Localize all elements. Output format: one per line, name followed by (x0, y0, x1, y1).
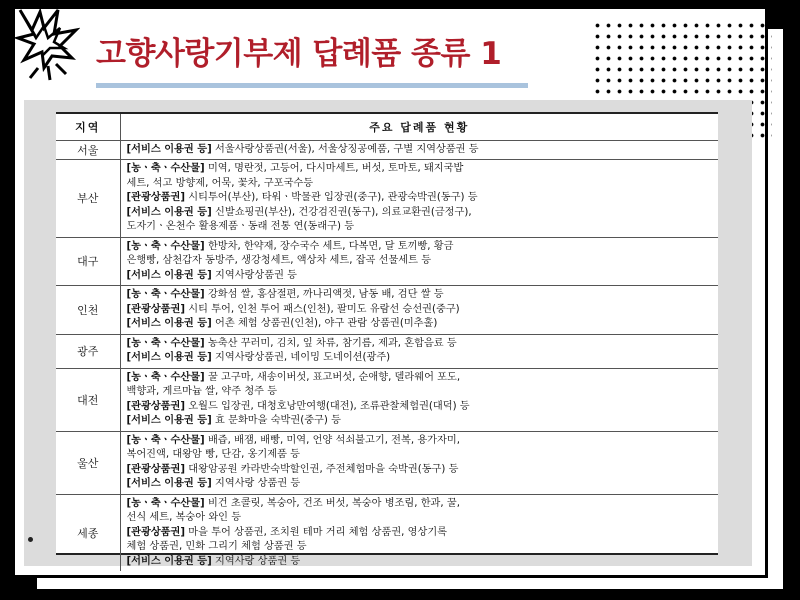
region-cell: 서울 (56, 140, 120, 160)
region-cell: 울산 (56, 431, 120, 494)
gift-items: 지역사랑 상품권 등 (211, 478, 301, 489)
gifts-cell (120, 237, 718, 286)
gift-items: 지역사랑 상품권 등 (211, 555, 301, 567)
table-row (56, 140, 718, 160)
burst-icon (14, 8, 80, 86)
gift-line (127, 162, 713, 177)
gift-items: 효 문화마을 숙박권(중구) 등 (211, 415, 341, 426)
gift-line (127, 448, 713, 463)
gift-category: [농ㆍ축ㆍ수산물] (126, 434, 205, 446)
gift-line (127, 191, 713, 206)
table-body (56, 140, 718, 571)
gift-category: [서비스 이용권 등] (126, 478, 212, 489)
region-cell: 대전 (56, 368, 120, 431)
gift-line (127, 206, 713, 221)
page-title: 고향사랑기부제 답례품 종류 1 (96, 36, 502, 72)
gift-items: 체험 상품권, 민화 그리기 체험 상품권 등 (126, 541, 307, 552)
gift-items: 서울사랑상품권(서울), 서울상징공예품, 구별 지역상품권 등 (211, 143, 479, 155)
gift-category: [농ㆍ축ㆍ수산물] (126, 337, 205, 349)
gifts-cell (120, 286, 718, 335)
gift-category: [서비스 이용권 등] (126, 206, 212, 218)
region-cell: 부산 (56, 160, 120, 238)
gift-line (127, 220, 713, 235)
gift-category: [농ㆍ축ㆍ수산물] (126, 497, 205, 509)
gifts-cell (120, 368, 718, 431)
gift-line (127, 463, 713, 478)
gift-line (127, 511, 713, 526)
gift-items: 대왕암공원 카라반숙박할인권, 주전체험마을 숙박권(동구) 등 (185, 463, 459, 475)
gift-items: 배즙, 배잼, 배빵, 미역, 언양 석쇠불고기, 전복, 용가자미, (204, 434, 460, 446)
gift-items: 지역사랑상품권 등 (211, 269, 298, 281)
gift-items: 비건 초콜릿, 복숭아, 건조 버섯, 복숭아 병조림, 한과, 꿀, (204, 497, 460, 509)
gift-table-container (56, 112, 718, 567)
gift-line (127, 371, 713, 386)
table-row (56, 237, 718, 286)
gift-items: 선식 세트, 복숭아 와인 등 (126, 512, 242, 523)
table-row (56, 334, 718, 368)
gift-category: [농ㆍ축ㆍ수산물] (126, 163, 205, 174)
gift-items: 오월드 입장권, 대청호낭만여행(대전), 조류관찰체험권(대덕) 등 (185, 400, 470, 412)
table-row (56, 160, 718, 238)
gift-line (127, 526, 713, 541)
gift-line (127, 385, 713, 400)
gift-line (127, 269, 713, 284)
gift-items: 어촌 체험 상품권(인천), 야구 관람 상품권(미추홀) (211, 318, 438, 329)
gift-line (127, 240, 713, 255)
gift-items: 한방차, 한약재, 장수국수 세트, 다복면, 달 토끼빵, 황금 (204, 240, 454, 252)
gift-line (127, 143, 713, 158)
gift-category: [서비스 이용권 등] (126, 143, 212, 155)
gift-items: 강화섬 쌀, 홍삼절편, 까나리액젓, 남동 배, 검단 쌀 등 (204, 289, 444, 300)
gift-items: 시티 투어, 인천 투어 패스(인천), 팔미도 유람선 승선권(중구) (185, 303, 460, 315)
table-row (56, 494, 718, 571)
header-gifts: 주요 답례품 현황 (120, 114, 718, 140)
gift-items: 신발쇼핑권(부산), 건강검진권(동구), 의료교환권(금정구), (211, 206, 472, 218)
gift-line (127, 497, 713, 512)
gift-items: 시티투어(부산), 타워ㆍ박물관 입장권(중구), 관광숙박권(동구) 등 (185, 192, 478, 203)
gifts-cell (120, 431, 718, 494)
region-cell: 대구 (56, 237, 120, 286)
gift-items: 농축산 꾸러미, 김치, 잎 차류, 참기름, 제과, 혼합음료 등 (204, 337, 457, 349)
header-region: 지역 (56, 114, 120, 140)
gift-category: [서비스 이용권 등] (126, 555, 212, 567)
region-cell: 세종 (56, 494, 120, 571)
gift-items: 복어진액, 대왕암 빵, 단감, 옹기제품 등 (126, 449, 301, 460)
gift-category: [서비스 이용권 등] (126, 318, 212, 329)
title-underline (96, 83, 528, 88)
gift-items: 세트, 석고 방향제, 어묵, 꽃차, 구포국수등 (126, 177, 314, 189)
gift-items: 미역, 명란젓, 고등어, 다시마세트, 버섯, 토마토, 돼지국밥 (204, 163, 464, 174)
gifts-cell (120, 140, 718, 160)
gift-items: 백향과, 게르마늄 쌀, 약주 청주 등 (126, 386, 278, 397)
gift-category: [관광상품권] (126, 526, 186, 538)
gift-category: [농ㆍ축ㆍ수산물] (126, 371, 205, 383)
table-row (56, 368, 718, 431)
table-header-row (56, 114, 718, 140)
gift-category: [관광상품권] (126, 303, 186, 315)
gift-category: [관광상품권] (126, 463, 186, 475)
gift-line (127, 555, 713, 570)
gift-line (127, 351, 713, 366)
gift-line (127, 317, 713, 332)
gift-line (127, 400, 713, 415)
gift-items: 은행빵, 삼천갑자 동방주, 생강청세트, 액상차 세트, 잡곡 선물세트 등 (126, 255, 432, 266)
region-cell: 광주 (56, 334, 120, 368)
gift-category: [서비스 이용권 등] (126, 352, 212, 363)
gifts-cell (120, 160, 718, 238)
bullet-dot (28, 537, 33, 542)
gift-category: [농ㆍ축ㆍ수산물] (126, 289, 205, 300)
gift-items: 꿀 고구마, 새송이버섯, 표고버섯, 순애향, 델라웨어 포도, (204, 371, 461, 383)
gift-items: 도자기ㆍ온천수 활용제품ㆍ동래 전통 연(동래구) 등 (126, 221, 355, 232)
gift-line (127, 477, 713, 492)
gift-category: [농ㆍ축ㆍ수산물] (126, 240, 205, 252)
gift-category: [서비스 이용권 등] (126, 415, 212, 426)
gift-category: [서비스 이용권 등] (126, 269, 212, 281)
gift-items: 지역사랑상품권, 네이밍 도네이션(광주) (211, 352, 391, 363)
gift-line (127, 254, 713, 269)
gift-items: 마을 투어 상품권, 조치원 테마 거리 체험 상품권, 영상기록 (185, 526, 447, 538)
gift-line (127, 177, 713, 192)
gift-line (127, 288, 713, 303)
gifts-cell (120, 334, 718, 368)
gift-line (127, 337, 713, 352)
gift-line (127, 434, 713, 449)
gift-line (127, 414, 713, 429)
table-row (56, 431, 718, 494)
table-row (56, 286, 718, 335)
gift-table (56, 114, 718, 571)
gift-category: [관광상품권] (126, 192, 186, 203)
region-cell: 인천 (56, 286, 120, 335)
gift-category: [관광상품권] (126, 400, 186, 412)
gifts-cell (120, 494, 718, 571)
gift-line (127, 303, 713, 318)
gift-line (127, 540, 713, 555)
